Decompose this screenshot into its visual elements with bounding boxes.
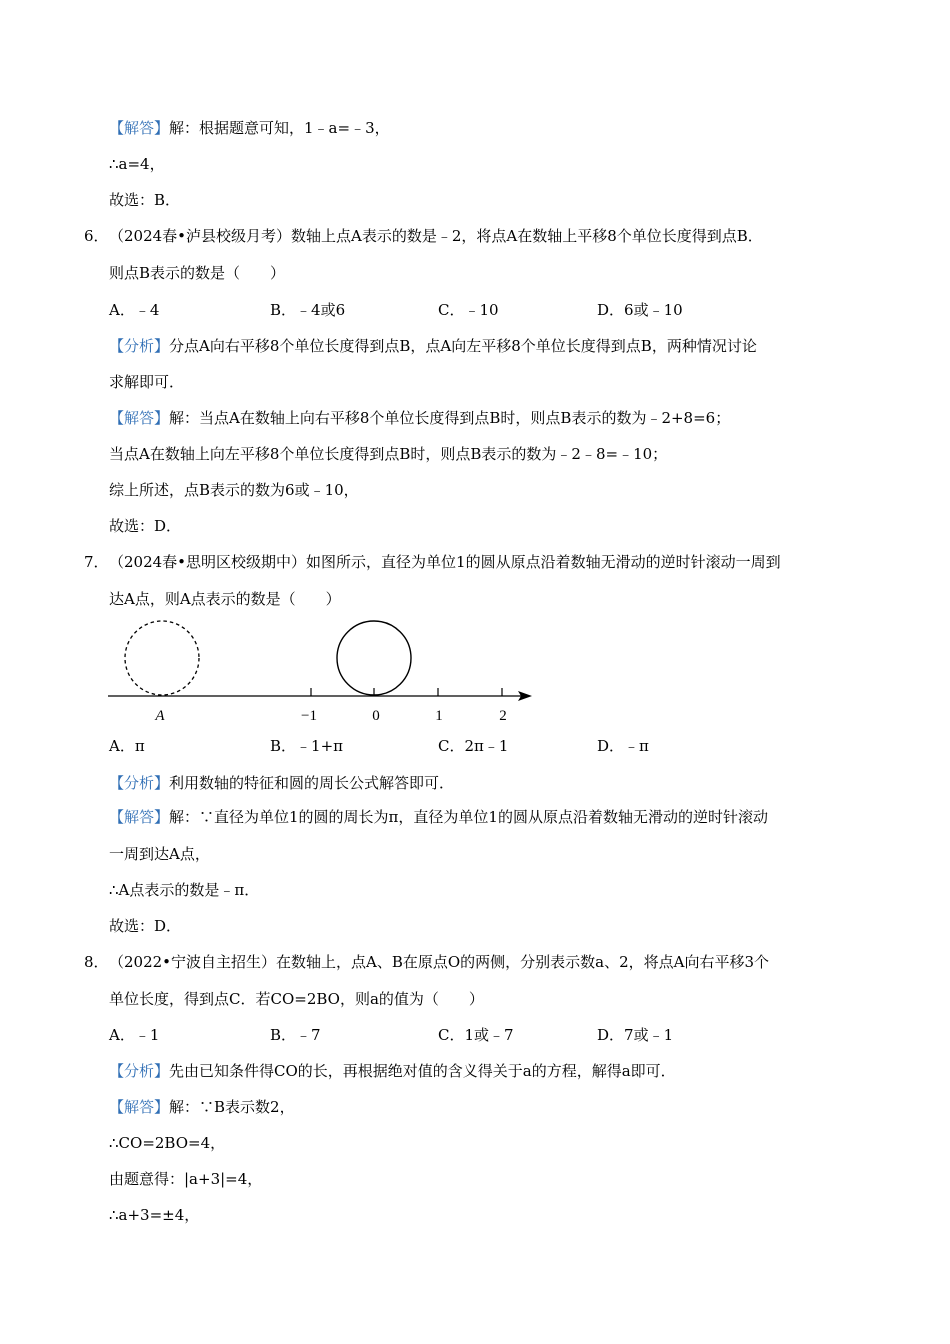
q8-option-d: D．7或﹣1	[597, 1026, 674, 1044]
analysis-tag: 【分析】	[109, 1062, 170, 1080]
q6-option-b: B．﹣4或6	[270, 301, 346, 319]
q8-option-c: C．1或﹣7	[438, 1026, 514, 1044]
q5-solution-line-2: ∴a=4，	[109, 155, 165, 173]
q7-analysis-line-1: 【分析】利用数轴的特征和圆的周长公式解答即可．	[109, 774, 455, 792]
q8-stem-line-1: （2022•宁波自主招生）在数轴上，点A、B在原点O的两侧，分别表示数a、2，将点A向右平移3个	[109, 953, 770, 971]
solid-circle	[337, 621, 411, 695]
q6-solution-line-2: 当点A在数轴上向左平移8个单位长度得到点B时，则点B表示的数为﹣2﹣8=﹣10；	[109, 445, 668, 463]
q7-solution-line-4: 故选：D．	[109, 917, 182, 935]
point-a-label: A	[155, 708, 165, 724]
q6-solution-line-3: 综上所述，点B表示的数为6或﹣10，	[109, 481, 359, 499]
q8-option-b: B．﹣7	[270, 1026, 321, 1044]
q7-number: 7．	[84, 553, 109, 571]
q8-solution-line-4: ∴a+3=±4，	[109, 1206, 200, 1224]
q6-analysis-line-2: 求解即可．	[109, 373, 185, 391]
solution-tag: 【解答】	[109, 119, 170, 137]
tick-label-minus-1: −1	[301, 708, 317, 724]
solution-tag: 【解答】	[109, 808, 170, 826]
analysis-tag: 【分析】	[109, 337, 170, 355]
q8-stem-line-2: 单位长度，得到点C．若CO=2BO，则a的值为（ ）	[109, 990, 484, 1008]
q6-solution-line-4: 故选：D．	[109, 517, 182, 535]
q6-option-d: D．6或﹣10	[597, 301, 683, 319]
q8-solution-line-3: 由题意得：|a+3|=4，	[109, 1170, 263, 1188]
tick-label-1: 1	[435, 708, 443, 724]
q7-option-c: C．2π﹣1	[438, 737, 509, 755]
tick-label-2: 2	[499, 708, 507, 724]
q7-stem-line-2: 达A点，则A点表示的数是（ ）	[109, 590, 341, 608]
q8-solution-line-2: ∴CO=2BO=4，	[109, 1134, 226, 1152]
q6-number: 6．	[84, 227, 109, 245]
q6-stem-line-1: （2024春•泸县校级月考）数轴上点A表示的数是﹣2，将点A在数轴上平移8个单位长度得到点B．	[109, 227, 763, 245]
q6-option-a: A．﹣4	[109, 301, 160, 319]
dashed-circle	[125, 621, 199, 695]
q5-solution-line-1: 【解答】解：根据题意可知，1﹣a=﹣3，	[109, 119, 390, 137]
solution-tag: 【解答】	[109, 1098, 170, 1116]
q7-stem-line-1: （2024春•思明区校级期中）如图所示，直径为单位1的圆从原点沿着数轴无滑动的逆时针滚动一周到	[109, 553, 781, 571]
q8-option-a: A．﹣1	[109, 1026, 160, 1044]
q6-solution-line-1: 【解答】解：当点A在数轴上向右平移8个单位长度得到点B时，则点B表示的数为﹣2+8=6；	[109, 409, 731, 427]
q7-option-a: A．π	[109, 737, 145, 755]
q6-stem-line-2: 则点B表示的数是（ ）	[109, 264, 286, 282]
number-line-figure	[108, 618, 538, 728]
analysis-tag: 【分析】	[109, 774, 170, 792]
q6-analysis-line-1: 【分析】分点A向右平移8个单位长度得到点B，点A向左平移8个单位长度得到点B，两种情况讨论	[109, 337, 757, 355]
q7-solution-line-3: ∴A点表示的数是﹣π．	[109, 881, 260, 899]
q7-solution-line-1: 【解答】解：∵直径为单位1的圆的周长为π，直径为单位1的圆从原点沿着数轴无滑动的逆时针滚动	[109, 808, 768, 826]
q8-number: 8．	[84, 953, 109, 971]
tick-label-0: 0	[372, 708, 380, 724]
q7-option-b: B．﹣1+π	[270, 737, 343, 755]
q7-solution-line-2: 一周到达A点，	[109, 845, 210, 863]
q6-option-c: C．﹣10	[438, 301, 499, 319]
q5-solution-line-3: 故选：B．	[109, 191, 181, 209]
q8-solution-line-1: 【解答】解：∵B表示数2，	[109, 1098, 295, 1116]
q8-analysis-line-1: 【分析】先由已知条件得CO的长，再根据绝对值的含义得关于a的方程，解得a即可．	[109, 1062, 676, 1080]
q7-option-d: D．﹣π	[597, 737, 649, 755]
solution-tag: 【解答】	[109, 409, 170, 427]
